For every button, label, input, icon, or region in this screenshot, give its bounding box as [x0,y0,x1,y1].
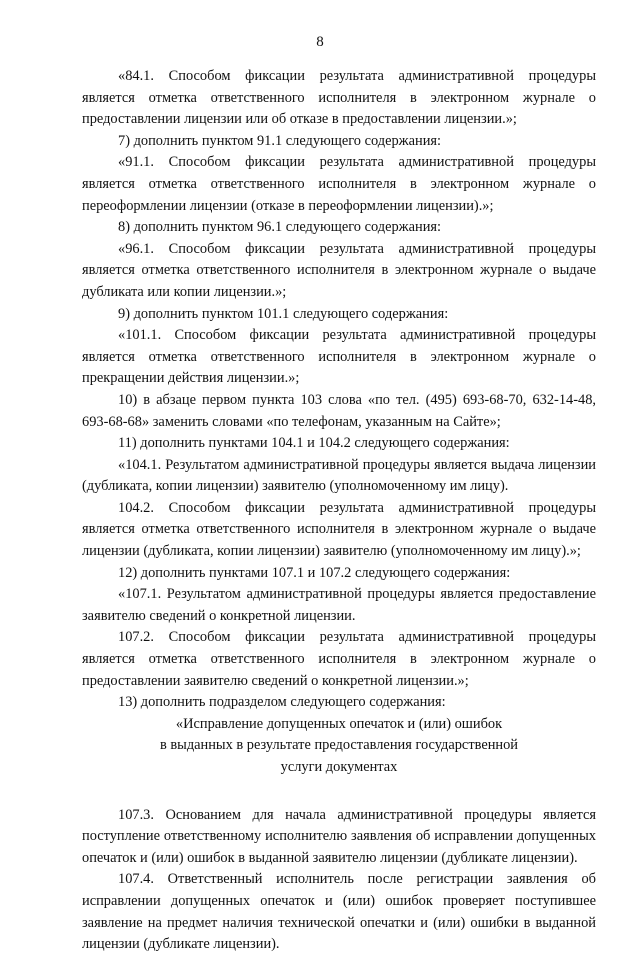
paragraph-item-9: 9) дополнить пунктом 101.1 следующего содержания: [118,305,449,322]
paragraph-107-1: «107.1. Результатом административной процедуры является предоставление заявителю сведений о конкретной лицензии. [82,586,596,624]
paragraph-item-12: 12) дополнить пунктами 107.1 и 107.2 следующего содержания: [118,564,511,581]
paragraph-84-1: «84.1. Способом фиксации результата административной процедуры является отметка ответственного исполнителя в электронном журнале о предоставлении лицензии или об отказе в предоставлении лицензии.»; [82,68,596,128]
page-number: 8 [316,34,324,50]
subsection-heading [82,714,596,779]
paragraph-107-3: 107.3. Основанием для начала административной процедуры является поступление ответственному исполнителю заявления об исправлении допущенных опечаток и (или) ошибок в выданной заявителю лицензии (дубликате лицензии). [82,806,596,866]
document-body [82,66,596,956]
heading-line: услуги документах [280,759,398,775]
paragraph-104-1: «104.1. Результатом административной процедуры является выдача лицензии (дубликата, копии лицензии) заявителю (уполномоченному им лицу). [82,456,596,495]
paragraph-item-13: 13) дополнить подразделом следующего содержания: [118,694,446,711]
paragraph-91-1: «91.1. Способом фиксации результата административной процедуры является отметка ответственного исполнителя в электронном журнале о переоформлении лицензии (отказе в переоформлении лицензии).»; [82,154,596,214]
heading-line: в выданных в результате предоставления государственной [159,737,519,754]
paragraph-107-4: 107.4. Ответственный исполнитель после регистрации заявления об исправлении допущенных опечаток и (или) ошибок проверяет поступившее заявление на предмет наличия технической опечатки и (или) ошибки в выданной лицензии (дубликате лицензии). [82,871,596,953]
paragraph-item-8: 8) дополнить пунктом 96.1 следующего содержания: [118,219,442,236]
heading-line: «Исправление допущенных опечаток и (или) ошибок [175,715,503,732]
section-gap [82,779,596,805]
paragraph-107-2: 107.2. Способом фиксации результата административной процедуры является отметка ответственного исполнителя в электронном журнале о предоставлении заявителю сведений о конкретной лицензии.»; [82,629,596,689]
paragraph-item-7: 7) дополнить пунктом 91.1 следующего содержания: [118,132,442,149]
paragraph-104-2: 104.2. Способом фиксации результата административной процедуры является отметка ответственного исполнителя в электронном журнале о выдаче лицензии (дубликата, копии лицензии) заявителю (уполномоченному им лицу).»; [82,499,596,560]
paragraph-item-11: 11) дополнить пунктами 104.1 и 104.2 следующего содержания: [118,435,510,452]
paragraph-96-1: «96.1. Способом фиксации результата административной процедуры является отметка ответственного исполнителя в электронном журнале о выдаче дубликата или копии лицензии.»; [82,240,596,300]
paragraph-item-10: 10) в абзаце первом пункта 103 слова «по тел. (495) 693-68-70, 632-14-48, 693-68-68» заменить словами «по телефонам, указанным на Сайте»; [82,391,596,430]
paragraph-101-1: «101.1. Способом фиксации результата административной процедуры является отметка ответственного исполнителя в электронном журнале о прекращении действия лицензии.»; [82,327,596,387]
